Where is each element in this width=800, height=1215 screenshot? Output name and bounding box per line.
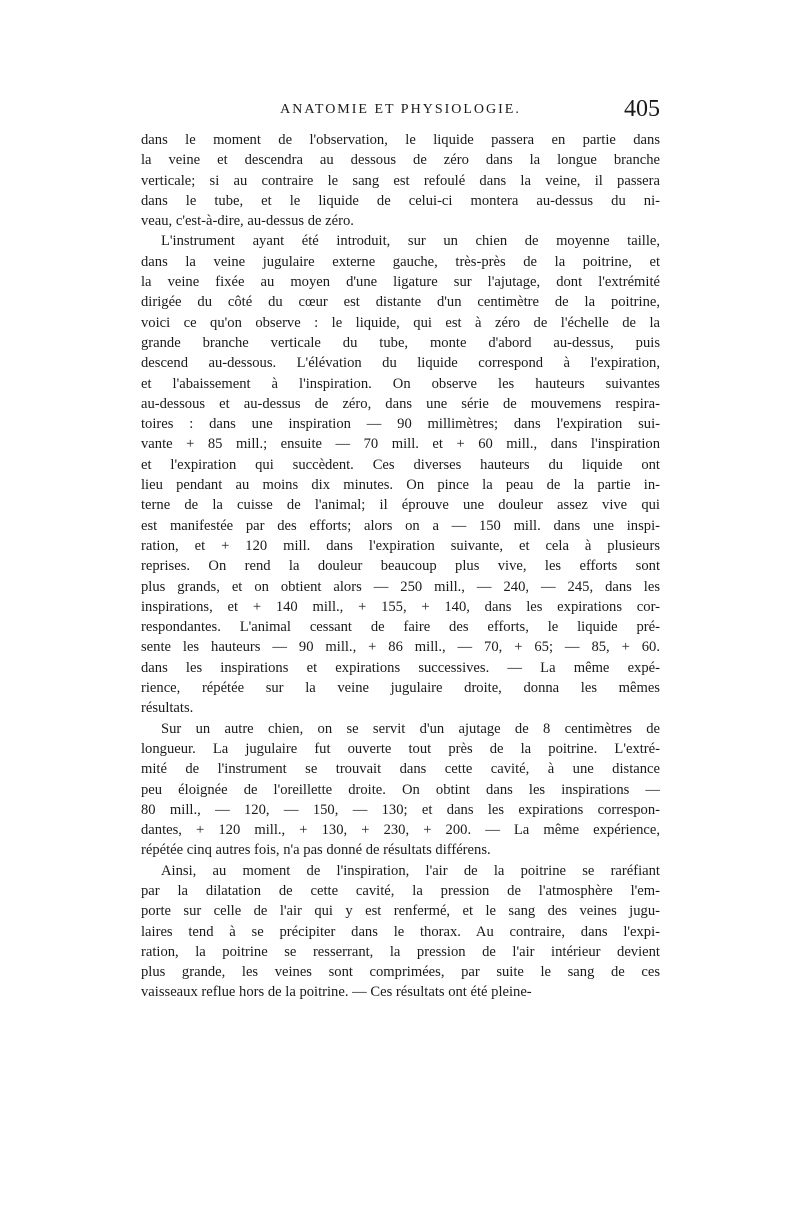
text-line: Ainsi, au moment de l'inspiration, l'air de la poitrine se raréfiant [161, 862, 660, 879]
text-line: la veine et descendra au dessous de zéro dans la longue branche [141, 152, 660, 169]
text-line: par la dilatation de cette cavité, la pression de l'atmosphère l'em- [141, 882, 660, 899]
page-header [141, 96, 660, 126]
text-line: peu éloignée de l'oreillette droite. On obtint dans les inspirations — [141, 781, 660, 798]
text-line: mité de l'instrument se trouvait dans cette cavité, à une distance [141, 761, 660, 778]
page-number: 405 [624, 96, 660, 122]
text-line: vaisseaux reflue hors de la poitrine. — Ces résultats ont été pleine- [141, 984, 532, 1001]
text-line: longueur. La jugulaire fut ouverte tout près de la poitrine. L'extré- [141, 740, 660, 757]
text-line: dirigée du côté du cœur est distante d'un centimètre de la poitrine, [141, 294, 660, 311]
text-line: veau, c'est-à-dire, au-dessus de zéro. [141, 213, 354, 230]
text-line: dans le moment de l'observation, le liquide passera en partie dans [141, 132, 660, 148]
text-line: plus grands, et on obtient alors — 250 mill., — 240, — 245, dans les [141, 578, 660, 595]
text-line: grande branche verticale du tube, monte d'abord au-dessus, puis [141, 334, 660, 351]
text-line: sente les hauteurs — 90 mill., + 86 mill., — 70, + 65; — 85, + 60. [141, 639, 660, 656]
text-line: voici ce qu'on observe : le liquide, qui est à zéro de l'échelle de la [141, 314, 660, 331]
text-line: terne de la cuisse de l'animal; il éprouve une douleur assez vive qui [141, 497, 660, 514]
text-line: Sur un autre chien, on se servit d'un ajutage de 8 centimètres de [161, 720, 660, 737]
text-line: dantes, + 120 mill., + 130, + 230, + 200. — La même expérience, [141, 822, 660, 839]
text-line: vante + 85 mill.; ensuite — 70 mill. et + 60 mill., dans l'inspiration [141, 436, 660, 453]
text-line: dans les inspirations et expirations successives. — La même expé- [141, 659, 660, 676]
text-line: L'instrument ayant été introduit, sur un chien de moyenne taille, [161, 233, 660, 250]
text-line: lieu pendant au moins dix minutes. On pince la peau de la partie in- [141, 477, 660, 494]
text-line: ration, et + 120 mill. dans l'expiration suivante, et cela à plusieurs [141, 537, 660, 554]
text-line: est manifestée par des efforts; alors on a — 150 mill. dans une inspi- [141, 517, 660, 534]
text-line: la veine fixée au moyen d'une ligature sur l'ajutage, dont l'extrémité [141, 274, 660, 291]
text-line: verticale; si au contraire le sang est refoulé dans la veine, il passera [141, 172, 660, 189]
paragraph [141, 130, 660, 231]
text-line: plus grande, les veines sont comprimées, par suite le sang de ces [141, 964, 660, 981]
body-text [141, 130, 660, 1003]
paragraph [141, 861, 660, 1003]
text-line: descend au-dessous. L'élévation du liquide correspond à l'expiration, [141, 355, 660, 372]
text-line: et l'expiration qui succèdent. Ces diverses hauteurs du liquide ont [141, 456, 660, 473]
text-line: rience, répétée sur la veine jugulaire droite, donna les mêmes [141, 680, 660, 697]
text-line: reprises. On rend la douleur beaucoup plus vive, les efforts sont [141, 558, 660, 575]
text-line: toires : dans une inspiration — 90 millimètres; dans l'expiration sui- [141, 416, 660, 433]
running-title: ANATOMIE ET PHYSIOLOGIE. [280, 102, 521, 117]
text-line: dans le tube, et le liquide de celui-ci montera au-dessus du ni- [141, 192, 660, 209]
text-line: dans la veine jugulaire externe gauche, très-près de la poitrine, et [141, 253, 660, 270]
paragraph [141, 231, 660, 718]
text-line: au-dessous et au-dessus de zéro, dans une série de mouvemens respira- [141, 395, 660, 412]
text-line: et l'abaissement à l'inspiration. On observe les hauteurs suivantes [141, 375, 660, 392]
paragraph [141, 719, 660, 861]
text-line: porte sur celle de l'air qui y est renfermé, et le sang des veines jugu- [141, 903, 660, 920]
text-line: 80 mill., — 120, — 150, — 130; et dans les expirations correspon- [141, 801, 660, 818]
text-line: résultats. [141, 700, 194, 717]
text-line: respondantes. L'animal cessant de faire des efforts, le liquide pré- [141, 619, 660, 636]
text-line: laires tend à se précipiter dans le thorax. Au contraire, dans l'expi- [141, 923, 660, 940]
text-line: ration, la poitrine se resserrant, la pression de l'air intérieur devient [141, 943, 660, 960]
text-line: inspirations, et + 140 mill., + 155, + 140, dans les expirations cor- [141, 598, 660, 615]
text-line: répétée cinq autres fois, n'a pas donné de résultats différens. [141, 842, 491, 859]
